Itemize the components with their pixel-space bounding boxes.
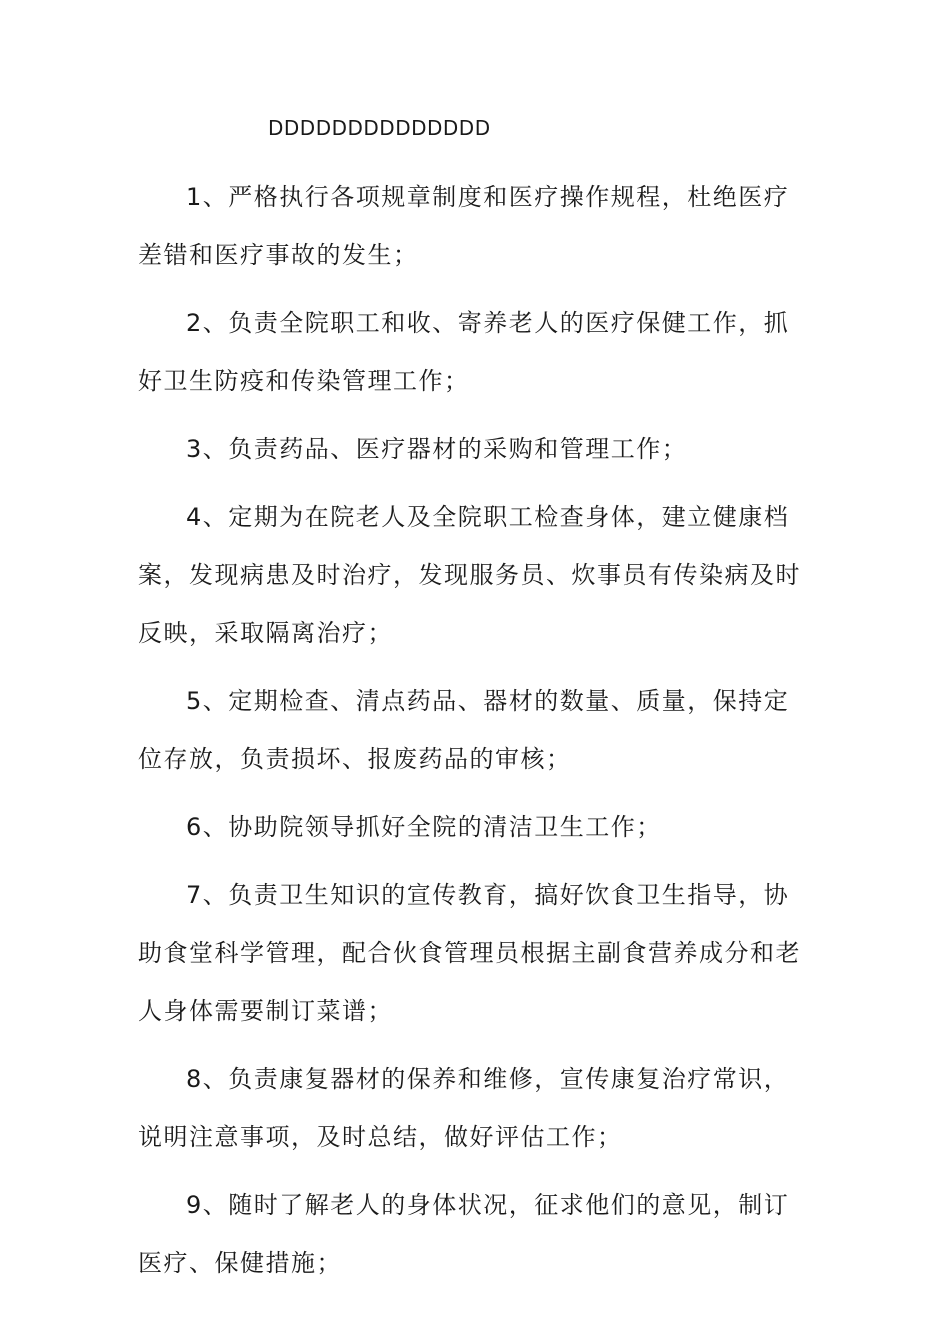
paragraph-7: 7、负责卫生知识的宣传教育，搞好饮食卫生指导，协助食堂科学管理，配合伙食管理员根据主副食营养成分和老人身体需要制订菜谱； xyxy=(138,881,801,1025)
paragraph-8: 8、负责康复器材的保养和维修，宣传康复治疗常识，说明注意事项，及时总结，做好评估工作； xyxy=(138,1065,790,1151)
paragraph-9: 9、随时了解老人的身体状况，征求他们的意见，制订医疗、保健措施； xyxy=(138,1191,790,1277)
paragraph-1: 1、严格执行各项规章制度和医疗操作规程，杜绝医疗差错和医疗事故的发生； xyxy=(138,183,790,269)
document-body xyxy=(138,168,802,1302)
paragraph-4: 4、定期为在院老人及全院职工检查身体，建立健康档案，发现病患及时治疗，发现服务员、炊事员有传染病及时反映，采取隔离治疗； xyxy=(138,503,801,647)
document-title: DDDDDDDDDDDDDD xyxy=(268,116,491,140)
paragraph-6: 6、协助院领导抓好全院的清洁卫生工作； xyxy=(186,813,662,841)
paragraph-2: 2、负责全院职工和收、寄养老人的医疗保健工作，抓好卫生防疫和传染管理工作； xyxy=(138,309,790,395)
paragraph-5: 5、定期检查、清点药品、器材的数量、质量，保持定位存放，负责损坏、报废药品的审核； xyxy=(138,687,790,773)
paragraph-3: 3、负责药品、医疗器材的采购和管理工作； xyxy=(186,435,688,463)
